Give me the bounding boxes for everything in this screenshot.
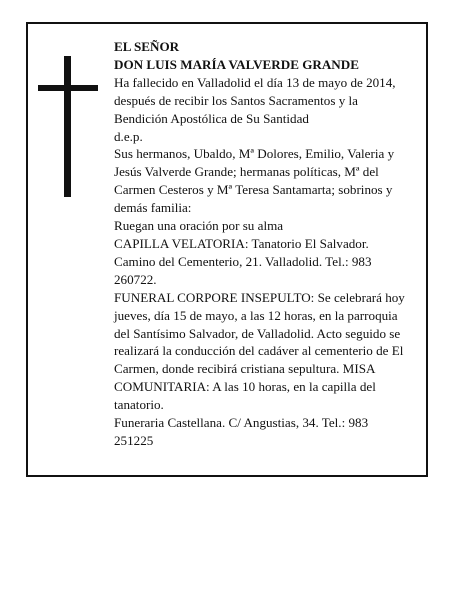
body-line: realizará la conducción del cadáver al cementerio de El — [114, 343, 404, 359]
body-line: después de recibir los Santos Sacramentos y la — [114, 92, 358, 108]
body-line: Sus hermanos, Ubaldo, Mª Dolores, Emilio, Valeria y — [114, 146, 395, 162]
body-line: demás familia: — [114, 200, 192, 216]
body-line: 251225 — [114, 432, 154, 448]
body-line: del Santísimo Salvador, de Valladolid. Acto seguido se — [114, 325, 401, 341]
body-line: Bendición Apostólica de Su Santidad — [114, 110, 309, 126]
body-line: Jesús Valverde Grande; hermanas políticas, Mª del — [114, 164, 379, 180]
body-line: d.e.p. — [114, 128, 143, 144]
body-line: Ha fallecido en Valladolid el día 13 de mayo de 2014, — [114, 74, 396, 90]
body-line: Ruegan una oración por su alma — [114, 218, 284, 234]
body-line: Funeraria Castellana. C/ Angustias, 34. Tel.: 983 — [114, 415, 369, 431]
notice-title-honorific: EL SEÑOR — [114, 39, 180, 54]
body-line: tanatorio. — [114, 397, 164, 413]
body-line: CAPILLA VELATORIA: Tanatorio El Salvador. — [114, 235, 369, 251]
body-line: 260722. — [114, 271, 157, 287]
notice-title-name: DON LUIS MARÍA VALVERDE GRANDE — [114, 56, 359, 72]
body-line: Carmen, donde recibirá cristiana sepultura. MISA — [114, 361, 376, 377]
body-line: Carmen Cesteros y Mª Teresa Santamarta; sobrinos y — [114, 182, 393, 198]
obituary-text — [114, 38, 422, 450]
body-line: jueves, día 15 de mayo, a las 12 horas, en la parroquia — [114, 307, 398, 323]
cross-horizontal-bar — [38, 85, 98, 91]
latin-cross-icon — [38, 56, 98, 197]
body-line: COMUNITARIA: A las 10 horas, en la capilla del — [114, 379, 376, 395]
body-line: Camino del Cementerio, 21. Valladolid. Tel.: 983 — [114, 253, 372, 269]
body-line: FUNERAL CORPORE INSEPULTO: Se celebrará hoy — [114, 289, 405, 305]
cross-vertical-bar — [64, 56, 71, 197]
